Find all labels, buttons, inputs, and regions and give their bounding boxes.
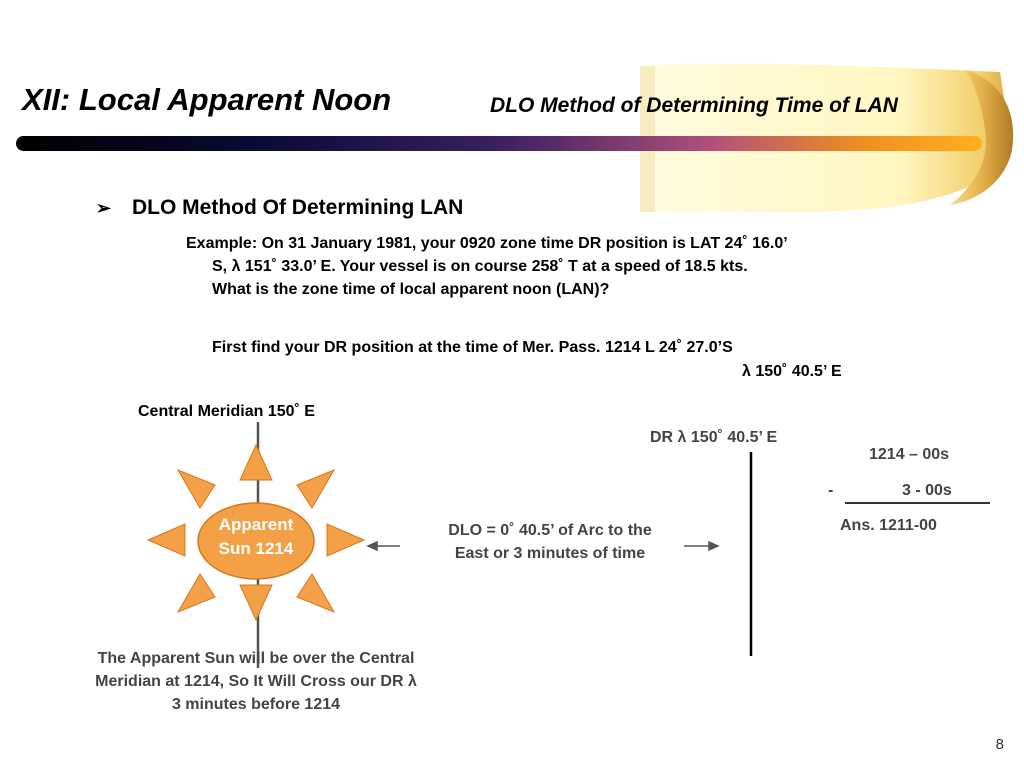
first-find-line-2: λ 150˚ 40.5’ E [742, 363, 842, 380]
sun-ray-left [148, 524, 185, 556]
calc-line-1: 1214 – 00s [869, 446, 950, 463]
conclusion-line-1: The Apparent Sun will be over the Central [97, 650, 415, 667]
sun-label-line-1: Apparent [218, 515, 294, 534]
sun-ray-bottom [240, 585, 272, 620]
example-line-3: What is the zone time of local apparent noon (LAN)? [212, 281, 610, 298]
sun-ray-bottom-right [297, 574, 334, 612]
sun-ray-top-left [178, 470, 215, 508]
calc-answer: Ans. 1211-00 [840, 517, 937, 534]
conclusion-line-3: 3 minutes before 1214 [171, 696, 341, 713]
page-subtitle: DLO Method of Determining Time of LAN [490, 94, 898, 117]
example-line-1: Example: On 31 January 1981, your 0920 zone time DR position is LAT 24˚ 16.0’ [186, 235, 788, 252]
sun-ray-right [327, 524, 364, 556]
sun-ray-bottom-left [178, 574, 215, 612]
calc-line-2: 3 - 00s [902, 482, 952, 499]
dr-label: DR λ 150˚ 40.5’ E [650, 429, 778, 446]
bullet-heading-text: DLO Method Of Determining LAN [132, 196, 464, 219]
page-number: 8 [995, 736, 1004, 753]
dlo-left-arrow [368, 542, 400, 550]
dlo-text-line-2: East or 3 minutes of time [454, 545, 646, 562]
sun-label [198, 513, 314, 561]
example-line-2: S, λ 151˚ 33.0’ E. Your vessel is on course 258˚ T at a speed of 18.5 kts. [212, 258, 748, 275]
central-meridian-label: Central Meridian 150˚ E [138, 403, 315, 420]
page-title: XII: Local Apparent Noon [22, 82, 392, 117]
sun-ray-top-right [297, 470, 334, 508]
dlo-text-line-1: DLO = 0˚ 40.5’ of Arc to the [448, 522, 652, 539]
sun-ray-top [240, 445, 272, 480]
first-find-line-1: First find your DR position at the time of Mer. Pass. 1214 L 24˚ 27.0’S [212, 339, 733, 356]
sun-label-line-2: Sun 1214 [218, 539, 294, 558]
bullet-arrow-icon: ➢ [96, 198, 112, 218]
calc-minus: - [828, 482, 834, 499]
conclusion-line-2: Meridian at 1214, So It Will Cross our DR λ [95, 673, 417, 690]
